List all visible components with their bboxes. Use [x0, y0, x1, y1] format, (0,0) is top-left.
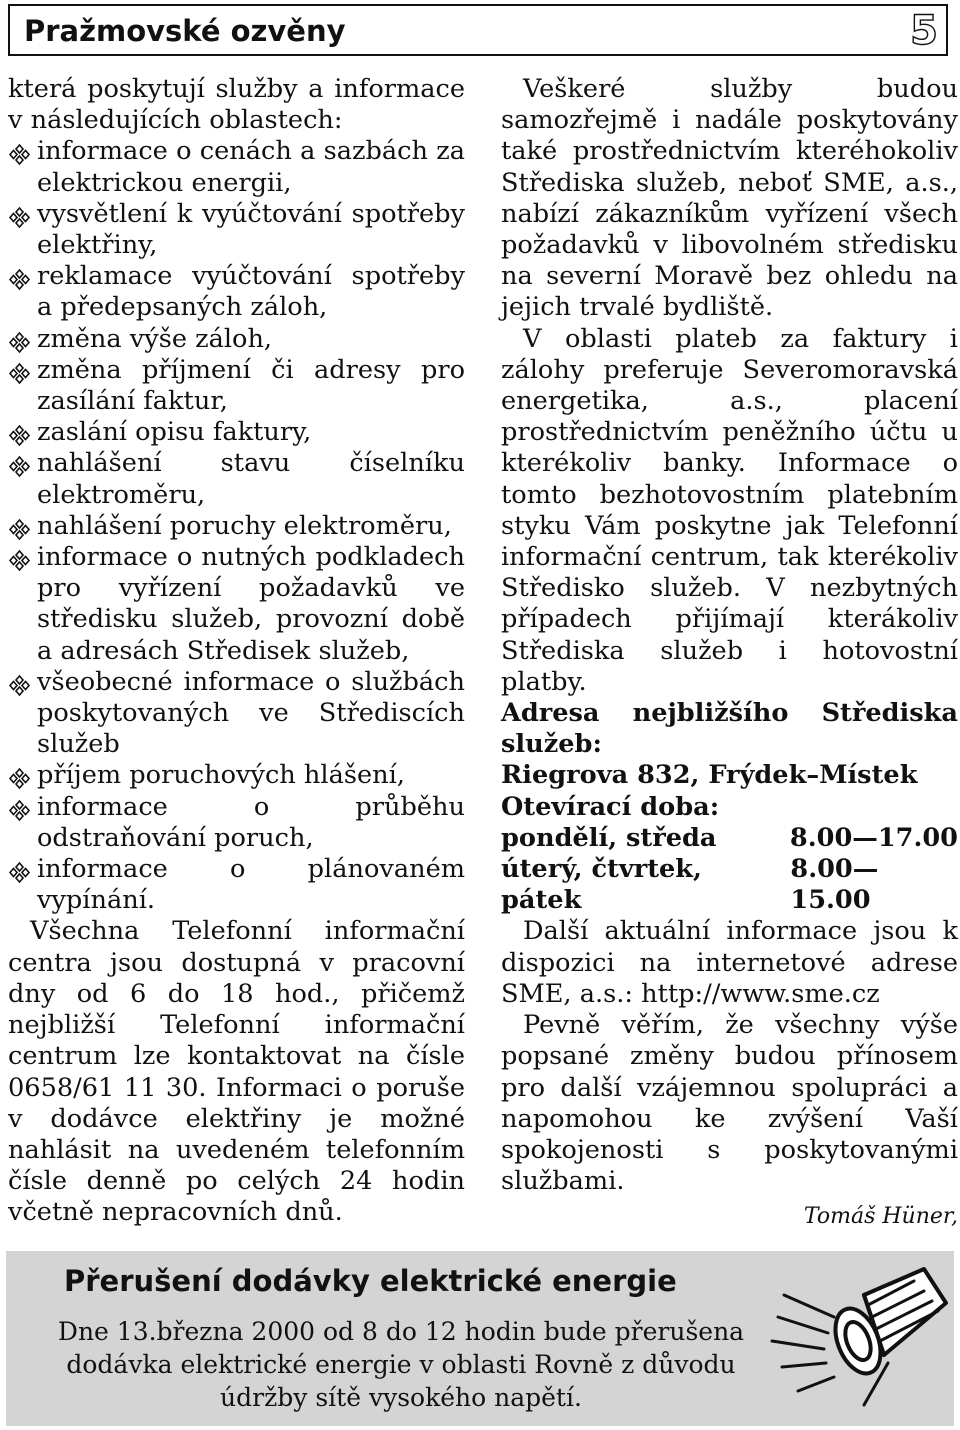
list-item-text: informace o nutných podkladech pro vyřízení požadavků ve středisku služeb, provozní době a adresách Středisek služeb, [37, 542, 465, 666]
intro-text: která poskytují služby a informace v následujících oblastech: [8, 74, 465, 136]
hours-days: pondělí, středa [501, 822, 717, 853]
list-item-text: vysvětlení k vyúčtování spotřeby elektřiny, [37, 198, 465, 261]
closing-paragraph: Všechna Telefonní informační centra jsou dostupná v pracovní dny od 6 do 18 hod., přičemž nejbližší Telefonní informační centrum lze kontaktovat na čísle 0658/61 11 30. Informaci o poruše v dodávce elektřiny je možné nahlásit na uvedeném telefonním čísle denně po celých 24 hodin včetně nepracovních dnů. [8, 916, 465, 1228]
list-item-text: zaslání opisu faktury, [37, 417, 312, 448]
list-item [8, 542, 465, 667]
hours-row [501, 854, 958, 916]
address-text: Riegrova 832, Frýdek–Místek [501, 760, 918, 791]
diamond-bullet-icon [8, 800, 31, 821]
list-item-text: reklamace vyúčtování spotřeby a předepsaných záloh, [37, 261, 465, 323]
paragraph-payments: V oblasti plateb za faktury i zálohy preferuje Severomoravská energetika, a.s., placení prostřednictvím peněžního účtu u kterékoliv banky. Informace o tomto bezhotovostním platebním styku Vám poskytne jak Telefonní informační centrum, tak kterékoliv Středisko služeb. V nezbytných případech přijímají kterákoliv Střediska služeb i hotovostní platby. [501, 323, 958, 697]
list-item-text: informace o plánovaném vypínání. [37, 854, 465, 916]
list-item [8, 324, 465, 355]
services-list [8, 136, 465, 916]
diamond-bullet-icon [8, 768, 31, 789]
diamond-bullet-icon [8, 519, 31, 540]
hours-days: úterý, čtvrtek, pátek [501, 854, 702, 916]
diamond-bullet-icon [8, 456, 31, 477]
notice-text: Dne 13.března 2000 od 8 do 12 hodin bude přerušena dodávka elektrické energie v oblasti Rovně z důvodu údržby sítě vysokého napětí. [57, 1317, 745, 1412]
flashlight-icon [764, 1255, 954, 1423]
paragraph-closing: Pevně věřím, že všechny výše popsané změny budou přínosem pro další vzájemnou spolupráci a napomohou ke zvýšení Vaší spokojenosti s poskytovanými službami. [501, 1010, 958, 1197]
list-item-text: změna příjmení či adresy pro zasílání faktur, [37, 354, 465, 417]
diamond-bullet-icon [8, 207, 31, 228]
list-item [8, 355, 465, 417]
list-item [8, 854, 465, 916]
list-item-text: nahlášení poruchy elektroměru, [37, 510, 452, 541]
list-item [8, 792, 465, 854]
address-heading: Adresa nejbližšího Střediska služeb: [501, 698, 958, 760]
diamond-bullet-icon [8, 363, 31, 384]
page-header [8, 4, 948, 56]
list-item [8, 760, 465, 791]
left-column [8, 74, 465, 1229]
right-column [501, 74, 958, 1233]
list-item [8, 667, 465, 761]
paragraph-website: Další aktuální informace jsou k dispozici na internetové adrese SME, a.s.: http://www.sme.cz [501, 916, 958, 1009]
list-item-text: informace o cenách a sazbách za elektrickou energii, [37, 136, 465, 198]
hours-heading: Otevírací doba: [501, 791, 720, 822]
list-item-text: informace o průběhu odstraňování poruch, [37, 791, 465, 853]
signature: Tomáš Hüner, [803, 1204, 958, 1230]
newsletter-title: Pražmovské ozvěny [24, 14, 346, 48]
paragraph-services: Veškeré služby budou samozřejmě i nadále poskytovány také prostřednictvím kteréhokoliv Střediska služeb, neboť SME, a.s., nabízí zákazníkům vyřízení všech požadavků v libovolném středisku na severní Moravě bez ohledu na jejich trvalé bydliště. [501, 74, 958, 323]
notice-title: Přerušení dodávky elektrické energie [64, 1264, 677, 1298]
list-item-text: příjem poruchových hlášení, [37, 760, 405, 791]
outage-notice-box [6, 1251, 954, 1426]
diamond-bullet-icon [8, 862, 31, 883]
list-item [8, 448, 465, 510]
list-item [8, 417, 465, 448]
list-item [8, 261, 465, 323]
hours-time: 8.00—15.00 [790, 854, 879, 916]
diamond-bullet-icon [8, 425, 31, 446]
diamond-bullet-icon [8, 550, 31, 571]
list-item [8, 136, 465, 198]
list-item-text: všeobecné informace o službách poskytovaných ve Střediscích služeb [37, 666, 465, 760]
diamond-bullet-icon [8, 675, 31, 696]
hours-row [501, 823, 958, 854]
list-item-text: změna výše záloh, [37, 323, 273, 354]
hours-time: 8.00—17.00 [789, 822, 958, 853]
list-item [8, 511, 465, 542]
page-number: 5 [910, 8, 938, 54]
diamond-bullet-icon [8, 269, 31, 290]
list-item [8, 199, 465, 261]
list-item-text: nahlášení stavu číselníku elektroměru, [37, 448, 465, 510]
diamond-bullet-icon [8, 332, 31, 353]
diamond-bullet-icon [8, 144, 31, 165]
